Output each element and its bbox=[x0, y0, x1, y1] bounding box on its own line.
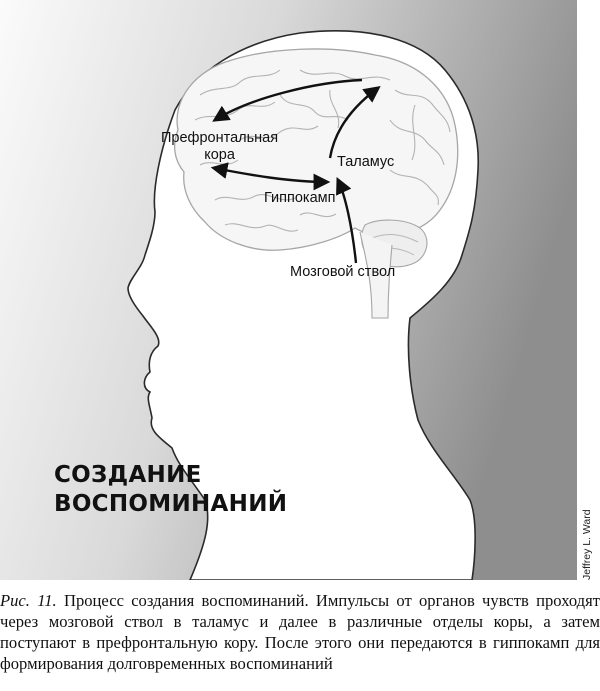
label-hippocampus: Гиппокамп bbox=[264, 190, 336, 206]
figure-caption bbox=[0, 590, 600, 674]
figure-title-line1: СОЗДАНИЕ bbox=[54, 462, 202, 488]
caption-figure-number: Рис. 11. bbox=[0, 591, 57, 610]
label-prefrontal-cortex bbox=[161, 130, 278, 164]
label-prefrontal-line2: кора bbox=[204, 147, 235, 163]
label-thalamus: Таламус bbox=[337, 154, 395, 170]
figure-title-line2: ВОСПОМИНАНИЙ bbox=[54, 491, 288, 517]
illustrator-credit: Jeffrey L. Ward bbox=[581, 509, 593, 580]
label-prefrontal-line1: Префронтальная bbox=[161, 130, 279, 146]
label-brainstem: Мозговой ствол bbox=[290, 264, 396, 280]
figure-title bbox=[54, 461, 287, 519]
caption-text: Процесс создания воспоминаний. Импульсы от органов чувств проходят через мозговой ствол в таламус и далее в различные отделы коры, а затем поступают в префронтальную кору. После этого они передаются в гиппокамп для формирования долговременных воспоминаний bbox=[0, 591, 600, 673]
